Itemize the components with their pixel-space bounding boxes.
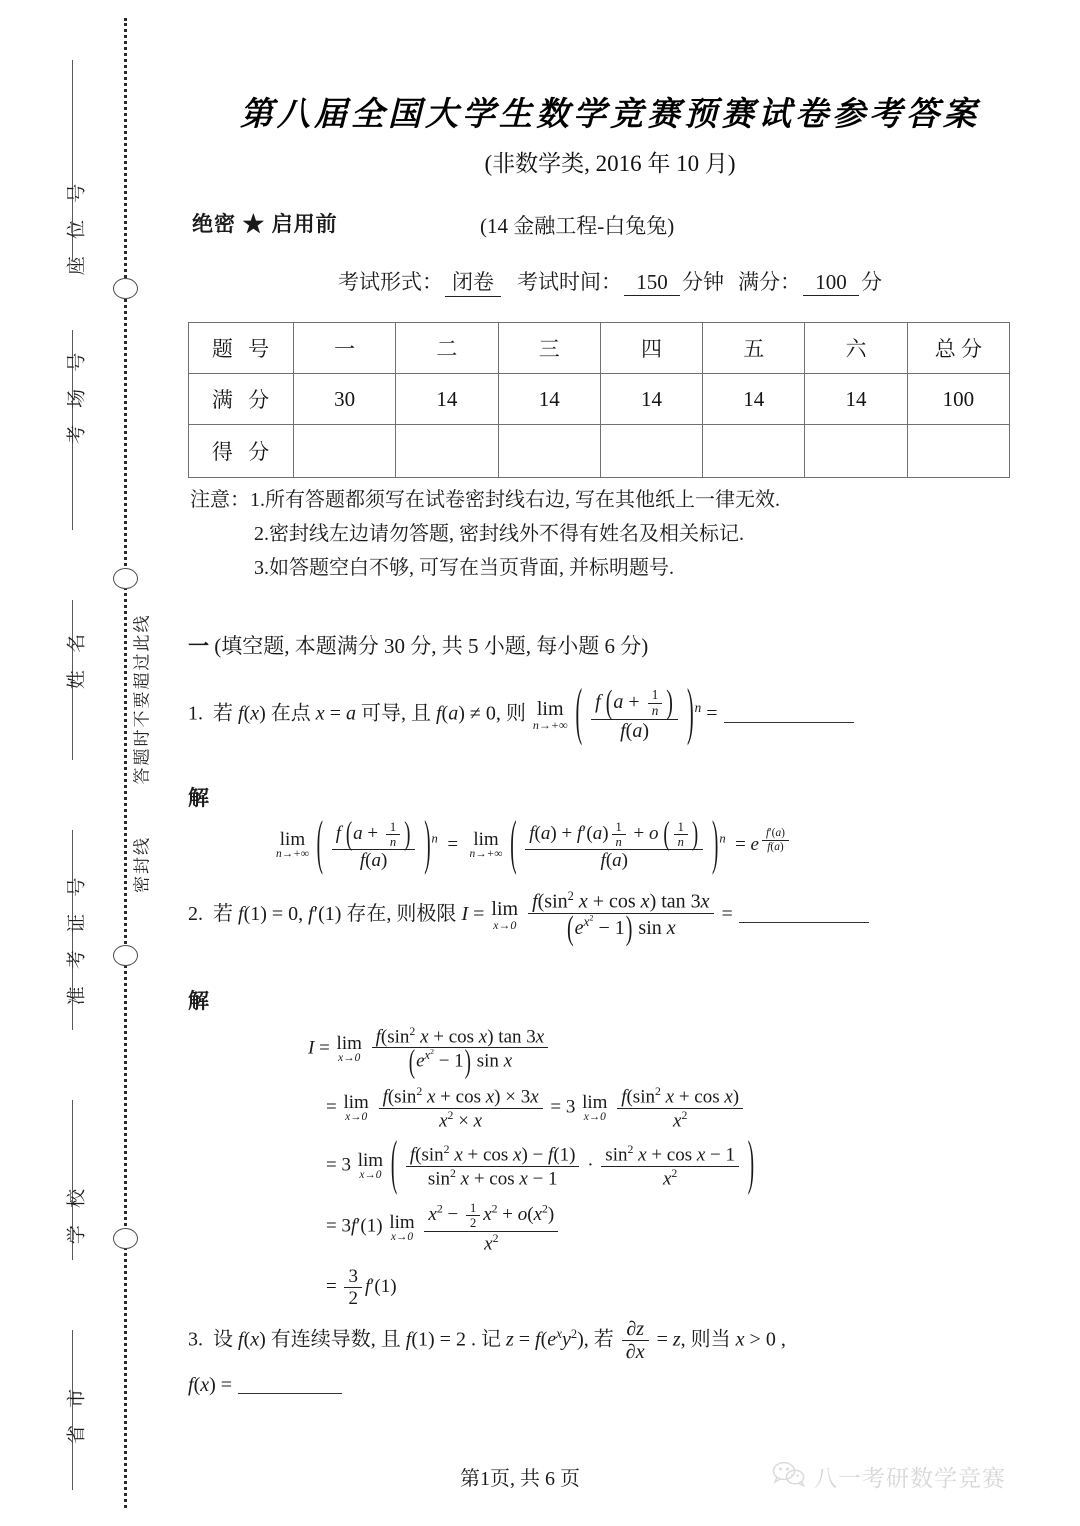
score-entry-cell[interactable] xyxy=(294,425,396,478)
margin-label-province-city: 省 市 xyxy=(66,1382,88,1445)
limit-operator: lim n→+∞ xyxy=(532,697,568,732)
row-header: 题 号 xyxy=(189,323,294,374)
margin-label-room-number: 考 场 号 xyxy=(66,346,88,445)
exam-form-value: 闭卷 xyxy=(445,266,501,297)
exam-total-value: 100 xyxy=(803,270,859,296)
exam-total-unit: 分 xyxy=(861,270,882,294)
score-entry-cell[interactable] xyxy=(396,425,498,478)
seal-margin xyxy=(0,0,180,1526)
table-row xyxy=(189,323,1010,374)
question-3-statement: 3. 设 f(x) 有连续导数, 且 f(1) = 2 . 记 $z = f(e^xy^2)$, 若 $\frac{\partial z}{\partial x}$ = z, 则当 x > 0 , xyxy=(188,1318,786,1364)
question-3-number: 3. xyxy=(188,1328,203,1351)
score-entry-cell[interactable] xyxy=(703,425,805,478)
table-cell: 总 分 xyxy=(907,323,1009,374)
question-1-statement: 1. 若 f(x) 在点 x = a 可导, 且 f(a) ≠ 0, 则 lim n→+∞ ( f (a + $\frac{1}{n}$ ) f(a) )$^n$ = xyxy=(188,688,1028,742)
seal-circle xyxy=(113,568,138,589)
question-3-answer-line: f(x) = xyxy=(188,1374,1028,1397)
note-item-3: 3.如答题空白不够, 可写在当页背面, 并标明题号. xyxy=(254,557,674,579)
seal-line-label: 密封线 xyxy=(132,836,152,893)
table-cell: 14 xyxy=(805,374,907,425)
table-cell: 14 xyxy=(703,374,805,425)
score-entry-cell[interactable] xyxy=(805,425,907,478)
margin-label-admission-no: 准 考 证 号 xyxy=(66,871,88,1006)
watermark xyxy=(772,1460,1006,1493)
exam-time-unit: 分钟 xyxy=(682,270,724,294)
score-entry-cell[interactable] xyxy=(600,425,702,478)
question-1-solution: lim n→+∞ ( f (a + $\frac{1}{n}$ ) f(a) )$^n$ = lim n→+∞ ( f(a) + f′(a) $\frac{1}{n}$ + o ( $\frac{1}{n}$ ) f(a) )$^n$ = e $^{\frac{f'(a)}{f(a)}}$ xyxy=(274,820,1028,871)
note-line xyxy=(190,524,1020,544)
page-subtitle: (非数学类, 2016 年 10 月) xyxy=(484,151,736,176)
note-line xyxy=(190,558,1020,578)
table-cell: 五 xyxy=(703,323,805,374)
question-1 xyxy=(188,678,1028,878)
question-2-solution-line-1: I = lim x→0 $\frac{f(\sin^2 x + \cos x) \tan 3x}{(e^{x^2} - 1) \sin x}$ xyxy=(308,1025,1028,1073)
secret-label: 绝密 ★ 启用前 xyxy=(192,213,338,236)
question-2-solution-line-2: = lim x→0 $\frac{f(\sin^2 x + \cos x) \times 3x}{x^2 \times x}$ = 3 lim x→0 $\frac{f(\sin^2 x + \cos x)}{x^2}$ xyxy=(326,1085,1028,1131)
question-1-number: 1. xyxy=(188,702,203,725)
seal-circle xyxy=(113,1228,138,1249)
margin-label-seat-number: 座 位 号 xyxy=(66,177,88,276)
exam-total-label: 满分： xyxy=(738,270,801,294)
seal-circle xyxy=(113,945,138,966)
margin-label-name: 姓 名 xyxy=(66,627,88,690)
question-2-statement: 2. 若 f(1) = 0, f′(1) 存在, 则极限 I = lim x→0 $\frac{f(\sin^2 x + \cos x) \tan 3x}{(e^{x^2} - 1) \sin x}$ = xyxy=(188,890,1028,941)
notes-block xyxy=(190,490,1020,592)
exam-info-line xyxy=(180,266,1040,297)
watermark-text: 八一考研数学竞赛 xyxy=(814,1465,1006,1491)
row-header: 得 分 xyxy=(189,425,294,478)
exam-time-value: 150 xyxy=(624,270,680,296)
exam-time-label: 考试时间： xyxy=(517,270,622,294)
document-body xyxy=(180,0,1080,1526)
table-cell: 三 xyxy=(498,323,600,374)
class-info-label: (14 金融工程-白兔兔) xyxy=(480,214,675,238)
question-2-solution-line-5: = $\frac{3}{2}$ f′(1) xyxy=(326,1266,397,1310)
table-cell: 一 xyxy=(294,323,396,374)
solution-marker-2: 解 xyxy=(188,989,209,1013)
table-cell: 14 xyxy=(498,374,600,425)
table-row xyxy=(189,425,1010,478)
row-header: 满 分 xyxy=(189,374,294,425)
score-table xyxy=(188,322,1010,478)
answer-blank-1[interactable] xyxy=(724,722,854,723)
question-2-number: 2. xyxy=(188,902,203,925)
notes-label: 注意： xyxy=(190,489,250,511)
note-item-2: 2.密封线左边请勿答题, 密封线外不得有姓名及相关标记. xyxy=(254,523,744,545)
table-cell: 14 xyxy=(600,374,702,425)
margin-label-school: 学 校 xyxy=(66,1182,88,1245)
question-2-solution-line-3: = 3 lim x→0 ( $\frac{f(\sin^2 x + \cos x) - f(1)}{\sin^2 x + \cos x - 1}$ · $\frac{\sin^2 x + \cos x - 1}{x^2}$ ) xyxy=(326,1131,755,1199)
table-cell: 四 xyxy=(600,323,702,374)
table-cell: 14 xyxy=(396,374,498,425)
table-cell: 六 xyxy=(805,323,907,374)
note-item-1: 1.所有答题都须写在试卷密封线右边, 写在其他纸上一律无效. xyxy=(250,489,780,511)
section-numeral: 一 xyxy=(188,634,209,658)
table-cell: 100 xyxy=(907,374,1009,425)
wechat-icon xyxy=(772,1461,806,1492)
question-2 xyxy=(188,890,1028,1310)
table-cell: 30 xyxy=(294,374,396,425)
seal-circle xyxy=(113,278,138,299)
note-line xyxy=(190,490,1020,510)
exam-form-label: 考试形式： xyxy=(338,270,443,294)
score-entry-cell[interactable] xyxy=(498,425,600,478)
table-cell: 二 xyxy=(396,323,498,374)
table-row xyxy=(189,374,1010,425)
answer-blank-3[interactable] xyxy=(238,1393,342,1394)
page-title: 第八届全国大学生数学竞赛预赛试卷参考答案 xyxy=(240,97,980,133)
question-3 xyxy=(188,1318,1028,1397)
seal-warning-text: 答题时不要超过此线 xyxy=(132,613,152,785)
solution-marker-1: 解 xyxy=(188,786,209,810)
answer-blank-2[interactable] xyxy=(739,922,869,923)
section-desc: (填空题, 本题满分 30 分, 共 5 小题, 每小题 6 分) xyxy=(214,634,649,658)
section-heading-one xyxy=(188,630,648,660)
page-number-footer: 第1页, 共 6 页 xyxy=(460,1468,580,1490)
score-entry-cell[interactable] xyxy=(907,425,1009,478)
question-2-solution-line-4: = 3f′(1) lim x→0 $x^2$ − $\frac{1}{2}$ $x^2 + o(x^2)$ $x^2$ xyxy=(326,1201,1028,1254)
